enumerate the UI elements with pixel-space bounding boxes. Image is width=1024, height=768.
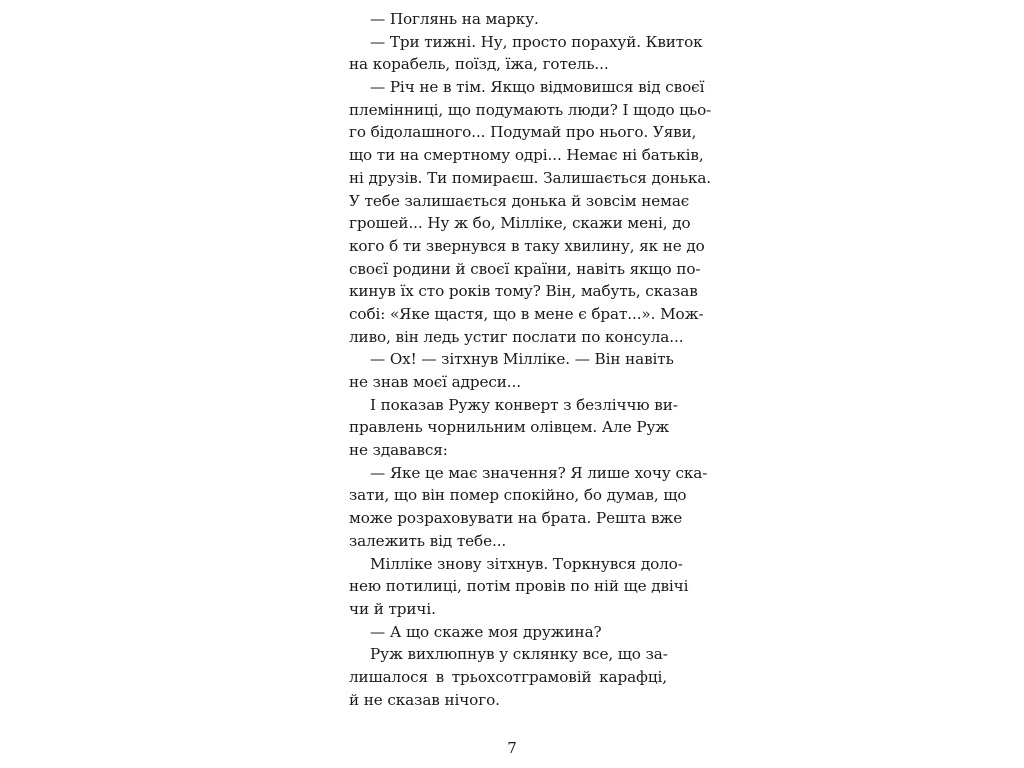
text-line: на корабель, поїзд, їжа, готель... — [349, 55, 609, 74]
text-line: ливо, він ледь устиг послати по консула... — [349, 327, 684, 346]
text-line: У тебе залишається донька й зовсім немає — [349, 191, 690, 210]
text-line: Мілліке знову зітхнув. Торкнувся доло- — [370, 554, 683, 573]
text-line: правлень чорнильним олівцем. Але Руж — [349, 418, 670, 437]
text-line: кинув їх сто років тому? Він, мабуть, сказав — [349, 282, 698, 301]
text-line: що ти на смертному одрі... Немає ні батьків, — [349, 146, 704, 165]
text-line: — Яке це має значення? Я лише хочу ска- — [370, 463, 708, 482]
text-line: зати, що він помер спокійно, бо думав, що — [349, 486, 687, 505]
text-line: го бідолашного... Подумай про нього. Уяви, — [349, 123, 697, 142]
text-line: — Поглянь на марку. — [370, 10, 539, 28]
text-line: чи й тричі. — [349, 599, 436, 618]
text-line: — Річ не в тім. Якщо відмовишся від своєї — [370, 78, 705, 97]
text-line: — Три тижні. Ну, просто порахуй. Квиток — [370, 32, 703, 51]
text-line: лишалося в трьохсотграмовій карафці, — [349, 667, 667, 686]
text-line: собі: «Яке щастя, що в мене є брат...». Мож- — [349, 304, 704, 323]
text-line: грошей... Ну ж бо, Мілліке, скажи мені, до — [349, 214, 691, 233]
text-line: племінниці, що подумають люди? І щодо цьо- — [349, 100, 712, 119]
text-line: кого б ти звернувся в таку хвилину, як не до — [349, 236, 705, 255]
text-line: й не сказав нічого. — [349, 690, 500, 709]
page-number: 7 — [507, 739, 517, 757]
body-text — [349, 8, 712, 711]
text-line: своєї родини й своєї країни, навіть якщо по- — [349, 259, 701, 278]
text-line: не здавався: — [349, 441, 448, 460]
text-line: нею потилиці, потім провів по ній ще двічі — [349, 577, 689, 596]
text-line: не знав моєї адреси... — [349, 373, 521, 391]
text-line: Руж вихлюпнув у склянку все, що за- — [370, 645, 668, 664]
text-line: І показав Ружу конверт з безліччю ви- — [370, 395, 678, 414]
text-line: — Ох! — зітхнув Мілліке. — Він навіть — [370, 350, 674, 369]
text-line: ні друзів. Ти помираєш. Залишається донька. — [349, 168, 712, 187]
text-line: залежить від тебе... — [349, 531, 507, 550]
text-line: може розраховувати на брата. Решта вже — [349, 509, 683, 528]
text-line: — А що скаже моя дружина? — [370, 622, 602, 641]
